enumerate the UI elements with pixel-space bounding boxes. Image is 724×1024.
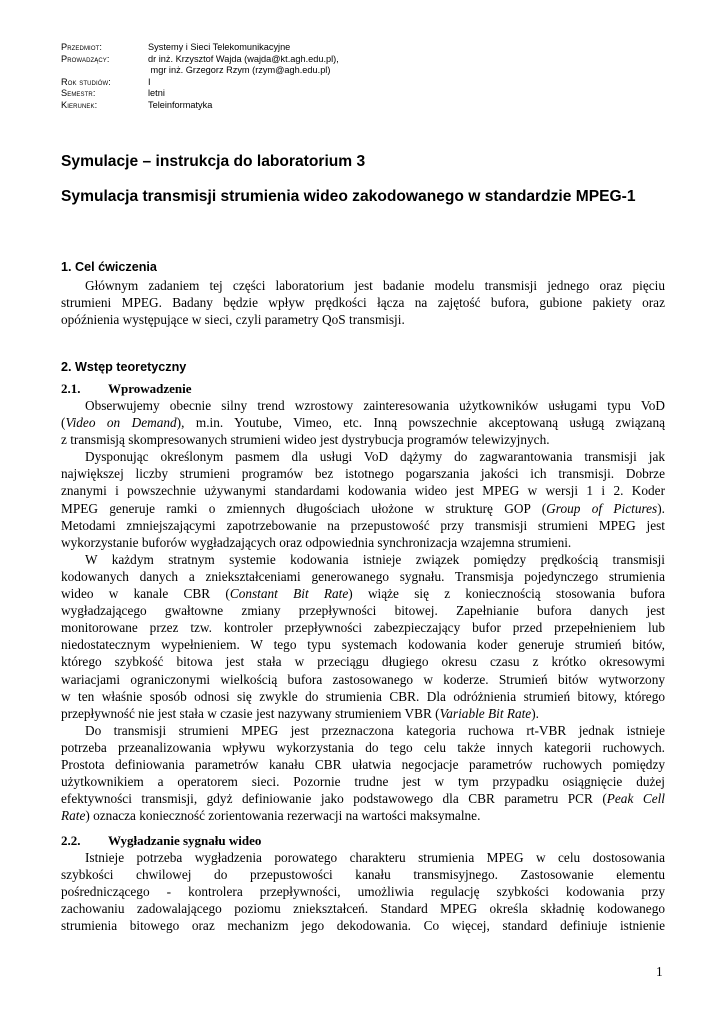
subsection-heading-introduction [61, 380, 192, 397]
text-line: Istnieje potrzeba wygładzenia porowatego charakteru strumienia MPEG w celu dostosowania [85, 850, 665, 865]
meta-row [61, 42, 339, 54]
meta-value: Teleinformatyka [148, 99, 213, 110]
text-line: wideo w kanale CBR (Constant Bit Rate) wiąże się z koniecznością stosowania bufora [61, 586, 665, 602]
paragraph-smoothing [61, 849, 665, 934]
subsection-number: 2.1. [61, 381, 81, 396]
text-line: wykorzystanie buforów wygładzających oraz odpowiednia synchronizacja wzajemna strumieni. [61, 534, 572, 550]
text-line [61, 414, 665, 431]
text-line: w ten właśnie sposób odnosi się zwykle do strumienia CBR. Dla odróżnienia strumień bitowy, którego [61, 688, 665, 704]
subsection-number: 2.2. [61, 833, 81, 848]
meta-label: Semestr: [61, 88, 96, 99]
subsection-title: Wprowadzenie [108, 381, 192, 396]
text-line: pośredniczącego - kontrolera przepływności, umożliwia regulację szybkości kodowania przy [61, 884, 665, 900]
text-line: Głównym zadaniem tej części laboratorium jest badanie modelu transmisji jednego oraz pięciu [85, 278, 665, 293]
text-line: wariacjami ograniczonymi wielkością bufora zastosowanego w koderze. Strumień bitów wytworzony [61, 671, 665, 687]
meta-label [61, 65, 148, 77]
meta-row [61, 88, 339, 100]
text-line: którego szybkość bitowa jest stała w przeciągu długiego okresu czasu z krótko okresowymi [61, 654, 665, 670]
text-line: potrzeba przeanalizowania wpływu wykorzystania do tego celu także innych kategorii ruchowych. [61, 739, 665, 755]
document-title: Symulacje – instrukcja do laboratorium 3 [61, 153, 366, 170]
section-heading-goal: 1. Cel ćwiczenia [61, 260, 157, 274]
text-line: z transmisją skompresowanych strumieni wideo jest dystrybucja programów telewizyjnych. [61, 432, 550, 448]
text-line: wygładzającego gwałtowne zmiany przepływności bitowej. Zapełnianie bufora danych jest [61, 603, 665, 619]
meta-value: Systemy i Sieci Telekomunikacyjne [148, 42, 291, 52]
text-line: kodowanych danych a zniekształceniami generowanego sygnału. Transmisja pojedynczego strumienia [61, 568, 665, 584]
subsection-heading-smoothing [61, 832, 261, 849]
text-line: przepływność nie jest stała w czasie jest nazywany strumieniem VBR (Variable Bit Rate). [61, 705, 539, 721]
meta-label: Przedmiot: [61, 42, 103, 52]
subsection-title: Wygładzanie sygnału wideo [108, 833, 262, 848]
meta-label: Kierunek: [61, 99, 98, 110]
text-line: Dysponując określonym pasmem dla usługi VoD dążymy do zagwarantowania transmisji jak [85, 449, 665, 465]
text-line: znanymi i powszechnie używanymi standardami kodowania wideo jest MPEG w wersji 1 i 2. Koder [61, 483, 665, 499]
text-line: opóźnienia występujące w sieci, czyli parametry QoS transmisji. [61, 312, 405, 328]
text-line: Obserwujemy obecnie silny trend wzrostowy zainteresowania użytkowników usługami typu VoD [85, 398, 665, 413]
meta-label: Prowadzący: [61, 53, 110, 64]
text-line: strumieni MPEG. Badany będzie wpływ prędkości łącza na zajętość bufora, gubione pakiety oraz [61, 295, 665, 311]
meta-row [61, 100, 339, 112]
meta-row [61, 65, 339, 77]
meta-value: letni [148, 88, 165, 99]
text-line: użytkownikiem a operatorem sieci. Pozornie trudne jest w tym przypadku osiągnięcie dużej [61, 774, 665, 790]
meta-label: Rok studiów: [61, 76, 111, 87]
meta-value: I [148, 76, 151, 87]
text-line: niedostatecznym wypełnieniem. W tego typu systemach kodowania koder generuje strumień bitów, [61, 637, 665, 653]
text-line: zachowaniu zadowalającego poziomu zniekształceń. Standard MPEG określa składnię kodowanego [61, 901, 665, 917]
paragraph-goal [61, 277, 665, 328]
course-info-header [61, 42, 339, 112]
document-subtitle: Symulacja transmisji strumienia wideo zakodowanego w standardzie MPEG-1 [61, 188, 636, 205]
text-fragment: (Video on Demand), m.in. Youtube, Vimeo, etc. Inną powszechnie akceptowaną usługą związaną [61, 415, 665, 431]
text-line: szybkości chwilowej do przepustowości kanału transmisyjnego. Zastosowanie elementu [61, 867, 665, 883]
meta-row [61, 54, 339, 66]
meta-row [61, 77, 339, 89]
text-line: Do transmisji strumieni MPEG jest przeznaczona kategoria ruchowa rt-VBR jednak istnieje [85, 722, 665, 738]
text-line: MPEG generuje ramki o zmiennych długościach ułożone w strukturę GOP (Group of Pictures). [61, 500, 665, 516]
text-line: Metodami zmniejszającymi zapotrzebowanie na przepustowość przy transmisji strumieni MPEG jest [61, 517, 665, 533]
text-line: strumienia bitowego oraz mechanizm jego dekodowania. Co więcej, standard definiuje istnienie [61, 918, 665, 934]
text-line: Prostota definiowania parametrów kanału CBR ułatwia negocjacje parametrów ruchowych pomiędzy [61, 756, 665, 772]
section-heading-theory: 2. Wstęp teoretyczny [61, 360, 187, 374]
meta-value: mgr inż. Grzegorz Rzym (rzym@agh.edu.pl) [148, 65, 331, 76]
text-line: efektywności transmisji, gdyż definiowanie jako podstawowego dla CBR parametru PCR (Peak Cell [61, 791, 665, 807]
text-line: W każdym stratnym systemie kodowania istnieje związek pomiędzy prędkością transmisji [85, 551, 665, 567]
text-line: monitorowane przez tzw. kontroler przepływności zabezpieczający bufor przed przepełnieniem lub [61, 620, 665, 636]
text-line: największej liczby strumieni programów bez istotnego pogarszania jakości ich transmisji. Dobrze [61, 466, 665, 482]
meta-value: dr inż. Krzysztof Wajda (wajda@kt.agh.edu.pl), [148, 53, 339, 64]
page-number: 1 [656, 964, 663, 979]
text-line: Rate) oznacza konieczność zorientowania rezerwacji na wartości maksymalne. [61, 808, 481, 824]
paragraph-introduction [61, 397, 665, 824]
